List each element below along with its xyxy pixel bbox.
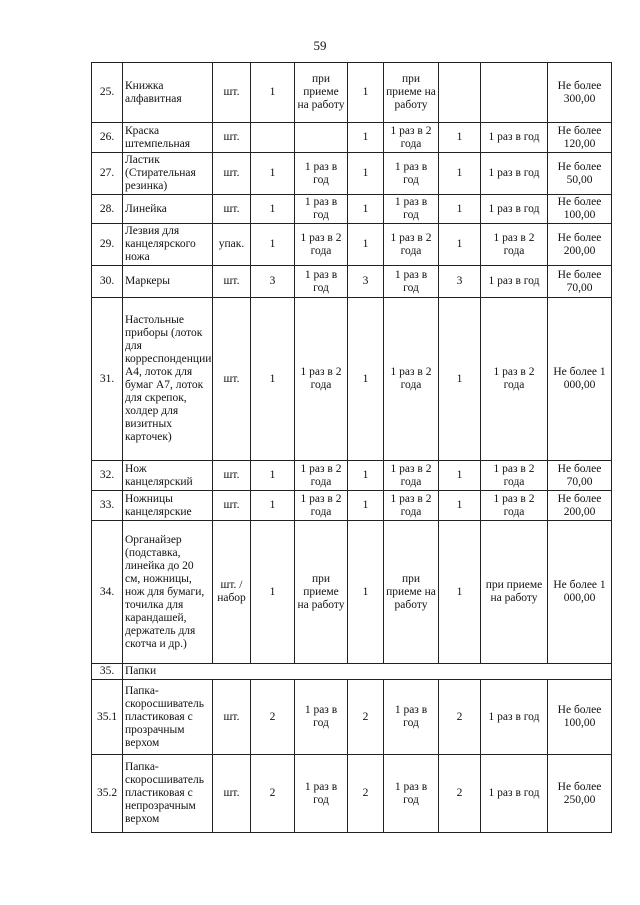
section-title: Папки [123, 664, 612, 680]
cell-name: Настольные приборы (лоток для корреспонденции А4, лоток для бумаг А7, лоток для скрепок, холдер для визитных карточек) [123, 298, 213, 461]
cell-qty2: 1 [348, 195, 384, 224]
cell-period2: 1 раз в год [384, 153, 439, 195]
cell-qty1: 1 [251, 298, 295, 461]
cell-unit: шт. [213, 195, 251, 224]
cell-period1: 1 раз в год [295, 153, 348, 195]
cell-qty2: 2 [348, 755, 384, 833]
cell-qty1: 1 [251, 491, 295, 521]
cell-unit: шт. / набор [213, 521, 251, 664]
cell-qty3: 1 [439, 521, 481, 664]
cell-qty2: 1 [348, 123, 384, 153]
cell-name: Папка-скоросшиватель пластиковая с непрозрачным верхом [123, 755, 213, 833]
cell-unit: шт. [213, 491, 251, 521]
cell-period2: 1 раз в год [384, 755, 439, 833]
cell-period3 [481, 63, 548, 123]
cell-period2: 1 раз в 2 года [384, 224, 439, 266]
cell-price: Не более 70,00 [548, 266, 612, 298]
cell-unit: шт. [213, 298, 251, 461]
cell-unit: шт. [213, 63, 251, 123]
cell-name: Линейка [123, 195, 213, 224]
cell-period3: 1 раз в 2 года [481, 461, 548, 491]
cell-price: Не более 1 000,00 [548, 298, 612, 461]
table-row [92, 224, 612, 266]
cell-price: Не более 100,00 [548, 195, 612, 224]
cell-num: 34. [92, 521, 123, 664]
cell-name: Краска штемпельная [123, 123, 213, 153]
cell-price: Не более 200,00 [548, 224, 612, 266]
cell-unit: шт. [213, 755, 251, 833]
cell-qty2: 2 [348, 680, 384, 755]
cell-price: Не более 70,00 [548, 461, 612, 491]
cell-num: 35.1 [92, 680, 123, 755]
cell-qty1: 1 [251, 224, 295, 266]
cell-price: Не более 120,00 [548, 123, 612, 153]
cell-name: Папка-скоросшиватель пластиковая с прозрачным верхом [123, 680, 213, 755]
cell-period1: 1 раз в 2 года [295, 461, 348, 491]
cell-price: Не более 250,00 [548, 755, 612, 833]
cell-qty2: 1 [348, 153, 384, 195]
cell-period1: при приеме на работу [295, 521, 348, 664]
cell-num: 29. [92, 224, 123, 266]
cell-name: Ластик (Стирательная резинка) [123, 153, 213, 195]
cell-period2: при приеме на работу [384, 63, 439, 123]
cell-period2: 1 раз в год [384, 195, 439, 224]
cell-period3: 1 раз в 2 года [481, 491, 548, 521]
cell-qty2: 1 [348, 298, 384, 461]
cell-qty3: 2 [439, 755, 481, 833]
cell-name: Книжка алфавитная [123, 63, 213, 123]
cell-qty1: 1 [251, 63, 295, 123]
cell-qty2: 1 [348, 63, 384, 123]
table-row [92, 123, 612, 153]
cell-name: Органайзер (подставка, линейка до 20 см, ножницы, нож для бумаги, точилка для карандашей, держатель для скотча и др.) [123, 521, 213, 664]
cell-period3: 1 раз в год [481, 755, 548, 833]
cell-period1: 1 раз в год [295, 266, 348, 298]
cell-unit: шт. [213, 266, 251, 298]
cell-price: Не более 1 000,00 [548, 521, 612, 664]
table-row [92, 461, 612, 491]
section-row [92, 664, 612, 680]
cell-period1: 1 раз в 2 года [295, 224, 348, 266]
cell-period1: 1 раз в 2 года [295, 491, 348, 521]
cell-unit: шт. [213, 461, 251, 491]
cell-period2: 1 раз в год [384, 266, 439, 298]
cell-qty3: 1 [439, 123, 481, 153]
cell-price: Не более 50,00 [548, 153, 612, 195]
cell-qty1: 2 [251, 680, 295, 755]
cell-period2: 1 раз в 2 года [384, 491, 439, 521]
cell-period2: 1 раз в год [384, 680, 439, 755]
cell-qty3: 1 [439, 461, 481, 491]
cell-qty1: 3 [251, 266, 295, 298]
cell-period2: при приеме на работу [384, 521, 439, 664]
cell-unit: шт. [213, 153, 251, 195]
cell-price: Не более 100,00 [548, 680, 612, 755]
supplies-table [91, 62, 612, 833]
cell-period3: при приеме на работу [481, 521, 548, 664]
cell-period1: 1 раз в год [295, 680, 348, 755]
cell-num: 35.2 [92, 755, 123, 833]
cell-qty1: 2 [251, 755, 295, 833]
cell-period3: 1 раз в год [481, 195, 548, 224]
cell-qty3: 2 [439, 680, 481, 755]
page-number: 59 [313, 38, 327, 53]
cell-num: 25. [92, 63, 123, 123]
cell-name: Маркеры [123, 266, 213, 298]
cell-period3: 1 раз в год [481, 680, 548, 755]
table-row [92, 755, 612, 833]
cell-name: Ножницы канцелярские [123, 491, 213, 521]
cell-period1: при приеме на работу [295, 63, 348, 123]
table-row [92, 298, 612, 461]
cell-period3: 1 раз в год [481, 266, 548, 298]
cell-unit: шт. [213, 123, 251, 153]
cell-unit: шт. [213, 680, 251, 755]
cell-period3: 1 раз в 2 года [481, 224, 548, 266]
cell-qty2: 1 [348, 461, 384, 491]
cell-period1: 1 раз в год [295, 755, 348, 833]
cell-period1 [295, 123, 348, 153]
cell-qty1: 1 [251, 195, 295, 224]
table-row [92, 63, 612, 123]
table-row [92, 266, 612, 298]
cell-qty3: 1 [439, 224, 481, 266]
cell-name: Нож канцелярский [123, 461, 213, 491]
cell-price: Не более 200,00 [548, 491, 612, 521]
cell-num: 28. [92, 195, 123, 224]
table-row [92, 680, 612, 755]
table-row [92, 195, 612, 224]
cell-price: Не более 300,00 [548, 63, 612, 123]
cell-qty3: 3 [439, 266, 481, 298]
cell-qty2: 1 [348, 224, 384, 266]
cell-period1: 1 раз в год [295, 195, 348, 224]
table-row [92, 491, 612, 521]
cell-qty2: 1 [348, 521, 384, 664]
cell-unit: упак. [213, 224, 251, 266]
cell-num: 30. [92, 266, 123, 298]
table-row [92, 153, 612, 195]
cell-qty3: 1 [439, 298, 481, 461]
table-row [92, 521, 612, 664]
cell-qty1: 1 [251, 153, 295, 195]
cell-period2: 1 раз в 2 года [384, 298, 439, 461]
cell-period1: 1 раз в 2 года [295, 298, 348, 461]
cell-period2: 1 раз в 2 года [384, 461, 439, 491]
cell-period3: 1 раз в год [481, 153, 548, 195]
cell-qty2: 1 [348, 491, 384, 521]
cell-num: 33. [92, 491, 123, 521]
cell-qty3: 1 [439, 195, 481, 224]
cell-qty2: 3 [348, 266, 384, 298]
cell-period3: 1 раз в 2 года [481, 298, 548, 461]
cell-qty1: 1 [251, 521, 295, 664]
cell-name: Лезвия для канцелярского ножа [123, 224, 213, 266]
cell-period2: 1 раз в 2 года [384, 123, 439, 153]
cell-num: 31. [92, 298, 123, 461]
cell-qty1: 1 [251, 461, 295, 491]
cell-period3: 1 раз в год [481, 123, 548, 153]
cell-qty3: 1 [439, 153, 481, 195]
cell-num: 32. [92, 461, 123, 491]
cell-qty1 [251, 123, 295, 153]
cell-num: 26. [92, 123, 123, 153]
cell-qty3 [439, 63, 481, 123]
cell-num: 27. [92, 153, 123, 195]
section-number: 35. [92, 664, 123, 680]
cell-qty3: 1 [439, 491, 481, 521]
